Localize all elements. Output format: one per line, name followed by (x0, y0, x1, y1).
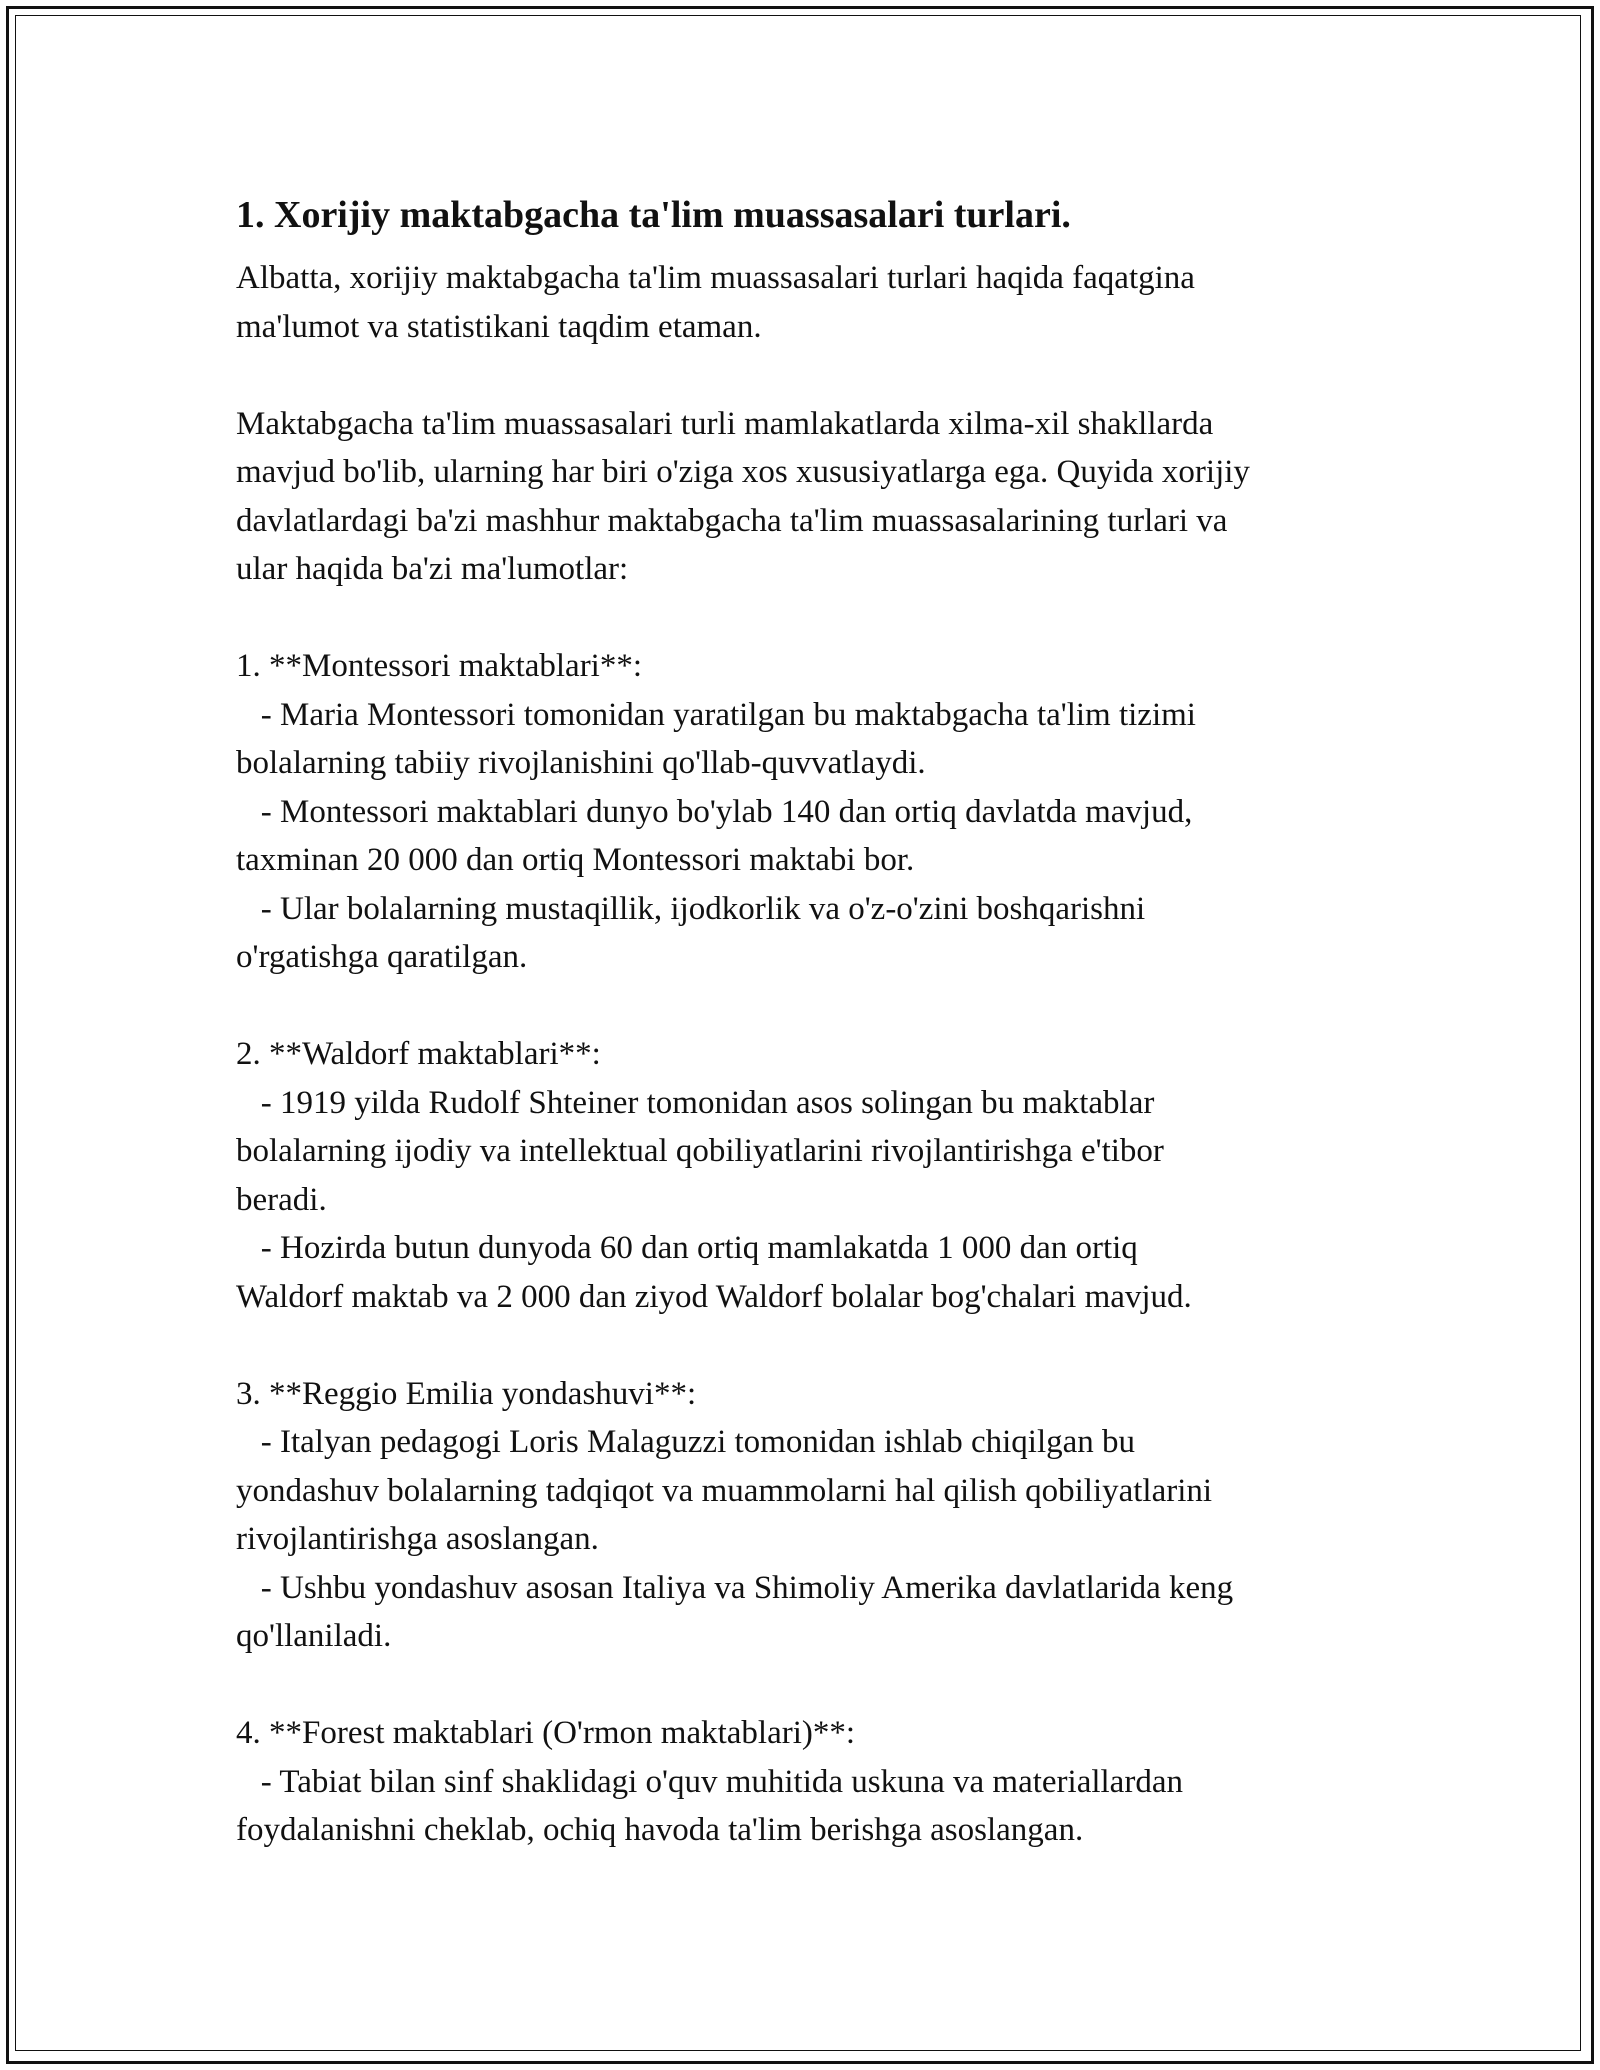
text-line: qo'llaniladi. (236, 1618, 392, 1654)
text-line: bolalarning tabiiy rivojlanishini qo'llab-quvvatlaydi. (236, 745, 926, 781)
section-heading: 3. **Reggio Emilia yondashuvi**: (236, 1375, 697, 1412)
document-title: 1. Xorijiy maktabgacha ta'lim muassasalari turlari. (236, 194, 1071, 236)
section-heading: 4. **Forest maktablari (O'rmon maktablari)**: (236, 1715, 856, 1751)
paragraph-gap (236, 594, 1386, 643)
text-line: o'rgatishga qaratilgan. (236, 939, 528, 975)
section-montessori (236, 642, 1386, 982)
text-line: - Maria Montessori tomonidan yaratilgan bu maktabgacha ta'lim tizimi (236, 696, 1196, 733)
text-line: - Hozirda butun dunyoda 60 dan ortiq mamlakatda 1 000 dan ortiq (236, 1230, 1138, 1266)
paragraph-gap (236, 351, 1386, 400)
document-body (236, 190, 1386, 1855)
text-line: - Italyan pedagogi Loris Malaguzzi tomonidan ishlab chiqilgan bu (236, 1424, 1136, 1460)
text-line: Maktabgacha ta'lim muassasalari turli mamlakatlarda xilma-xil shakllarda (236, 405, 1214, 442)
text-line: ma'lumot va statistikani taqdim etaman. (236, 308, 762, 345)
text-line: davlatlardagi ba'zi mashhur maktabgacha ta'lim muassasalarining turlari va (236, 502, 1228, 539)
text-line: - Montessori maktablari dunyo bo'ylab 140 dan ortiq davlatda mavjud, (236, 793, 1193, 830)
text-line: Waldorf maktab va 2 000 dan ziyod Waldorf bolalar bog'chalari mavjud. (236, 1278, 1192, 1315)
text-line: bolalarning ijodiy va intellektual qobiliyatlarini rivojlantirishga e'tibor (236, 1133, 1164, 1169)
text-line: - Tabiat bilan sinf shaklidagi o'quv muhitida uskuna va materiallardan (236, 1763, 1183, 1800)
text-line: yondashuv bolalarning tadqiqot va muammolarni hal qilish qobiliyatlarini (236, 1472, 1213, 1509)
text-line: taxminan 20 000 dan ortiq Montessori maktabi bor. (236, 842, 915, 878)
text-line: foydalanishni cheklab, ochiq havoda ta'lim berishga asoslangan. (236, 1812, 1084, 1848)
section-waldorf (236, 1030, 1386, 1321)
text-line: ular haqida ba'zi ma'lumotlar: (236, 551, 629, 587)
section-heading: 2. **Waldorf maktablari**: (236, 1036, 601, 1072)
text-line: - Ular bolalarning mustaqillik, ijodkorlik va o'z-o'zini boshqarishni (236, 890, 1146, 927)
section-reggio-emilia (236, 1370, 1386, 1661)
text-line: Albatta, xorijiy maktabgacha ta'lim muassasalari turlari haqida faqatgina (236, 260, 1195, 296)
section-heading: 1. **Montessori maktablari**: (236, 648, 643, 684)
section-forest (236, 1709, 1386, 1855)
text-line: mavjud bo'lib, ularning har biri o'ziga xos xususiyatlarga ega. Quyida xorijiy (236, 454, 1250, 490)
text-line: beradi. (236, 1181, 327, 1218)
overview-paragraph (236, 400, 1386, 594)
text-line: - 1919 yilda Rudolf Shteiner tomonidan asos solingan bu maktablar (236, 1084, 1155, 1121)
text-line: - Ushbu yondashuv asosan Italiya va Shimoliy Amerika davlatlarida keng (236, 1569, 1234, 1606)
text-line: rivojlantirishga asoslangan. (236, 1521, 599, 1557)
paragraph-gap (236, 982, 1386, 1031)
paragraph-gap (236, 1661, 1386, 1710)
intro-paragraph (236, 254, 1386, 351)
paragraph-gap (236, 1321, 1386, 1370)
